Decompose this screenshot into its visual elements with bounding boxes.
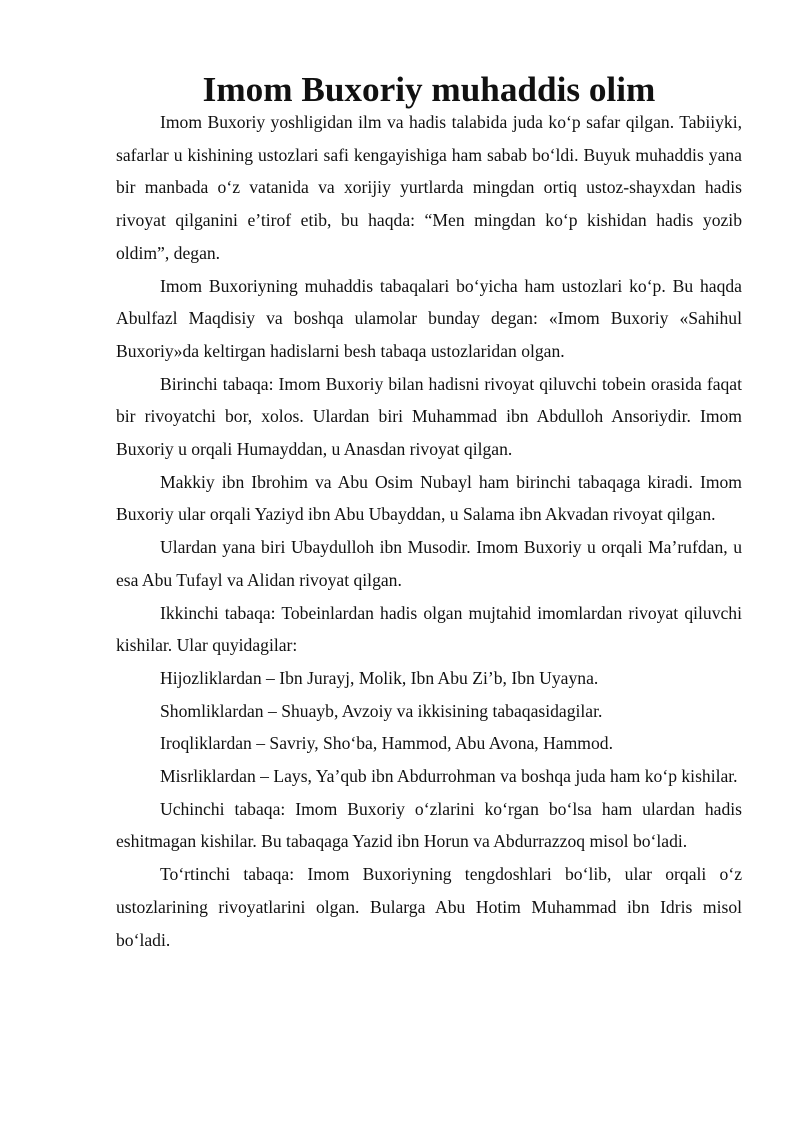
paragraph: Ikkinchi tabaqa: Tobeinlardan hadis olgan mujtahid imomlardan rivoyat qiluvchi kishilar. Ular quyidagilar:	[116, 602, 742, 656]
paragraph: Misrliklardan – Lays, Ya’qub ibn Abdurrohman va boshqa juda ham ko‘p kishilar.	[160, 766, 738, 787]
paragraph: Ulardan yana biri Ubaydulloh ibn Musodir. Imom Buxoriy u orqali Ma’rufdan, u esa Abu Tufayl va Alidan rivoyat qilgan.	[116, 537, 742, 590]
paragraph: Makkiy ibn Ibrohim va Abu Osim Nubayl ham birinchi tabaqaga kiradi. Imom Buxoriy ular orqali Yaziyd ibn Abu Ubayddan, u Salama ibn Akvadan rivoyat qilgan.	[116, 471, 742, 525]
paragraph: Hijozliklardan – Ibn Jurayj, Molik, Ibn Abu Zi’b, Ibn Uyayna.	[160, 667, 599, 688]
paragraph: Birinchi tabaqa: Imom Buxoriy bilan hadisni rivoyat qiluvchi tobein orasida faqat bir rivoyatchi bor, xolos. Ulardan biri Muhammad ibn Abdulloh Ansoriydir. Imom Buxoriy u orqali Humayddan, u Anasdan rivoyat qilgan.	[116, 373, 742, 460]
paragraph: Shomliklardan – Shuayb, Avzoiy va ikkisining tabaqasidagilar.	[160, 700, 603, 721]
paragraph: Imom Buxoriyning muhaddis tabaqalari bo‘yicha ham ustozlari ko‘p. Bu haqda Abulfazl Maqdisiy va boshqa ulamolar bunday degan: «Imom Buxoriy «Sahihul Buxoriy»da keltirgan hadislarni besh tabaqa ustozlaridan olgan.	[116, 275, 742, 361]
paragraph: Uchinchi tabaqa: Imom Buxoriy o‘zlarini ko‘rgan bo‘lsa ham ulardan hadis eshitmagan kishilar. Bu tabaqaga Yazid ibn Horun va Abdurrazzoq misol bo‘ladi.	[116, 798, 742, 852]
page-title: Imom Buxoriy muhaddis olim	[202, 70, 656, 109]
document-page	[116, 70, 742, 956]
paragraph: To‘rtinchi tabaqa: Imom Buxoriyning tengdoshlari bo‘lib, ular orqali o‘z ustozlarining rivoyatlarini olgan. Bularga Abu Hotim Muhammad ibn Idris misol bo‘ladi.	[116, 864, 742, 950]
paragraph: Iroqliklardan – Savriy, Sho‘ba, Hammod, Abu Avona, Hammod.	[160, 733, 613, 754]
paragraph: Imom Buxoriy yoshligidan ilm va hadis talabida juda ko‘p safar qilgan. Tabiiyki, safarlar u kishining ustozlari safi kengayishiga ham sabab bo‘ldi. Buyuk muhaddis yana bir manbada o‘z vatanida va xorijiy yurtlarda mingdan ortiq ustoz-shayxdan hadis rivoyat qilganini e’tirof etib, bu haqda: “Men mingdan ko‘p kishidan hadis yozib oldim”, degan.	[116, 112, 742, 263]
